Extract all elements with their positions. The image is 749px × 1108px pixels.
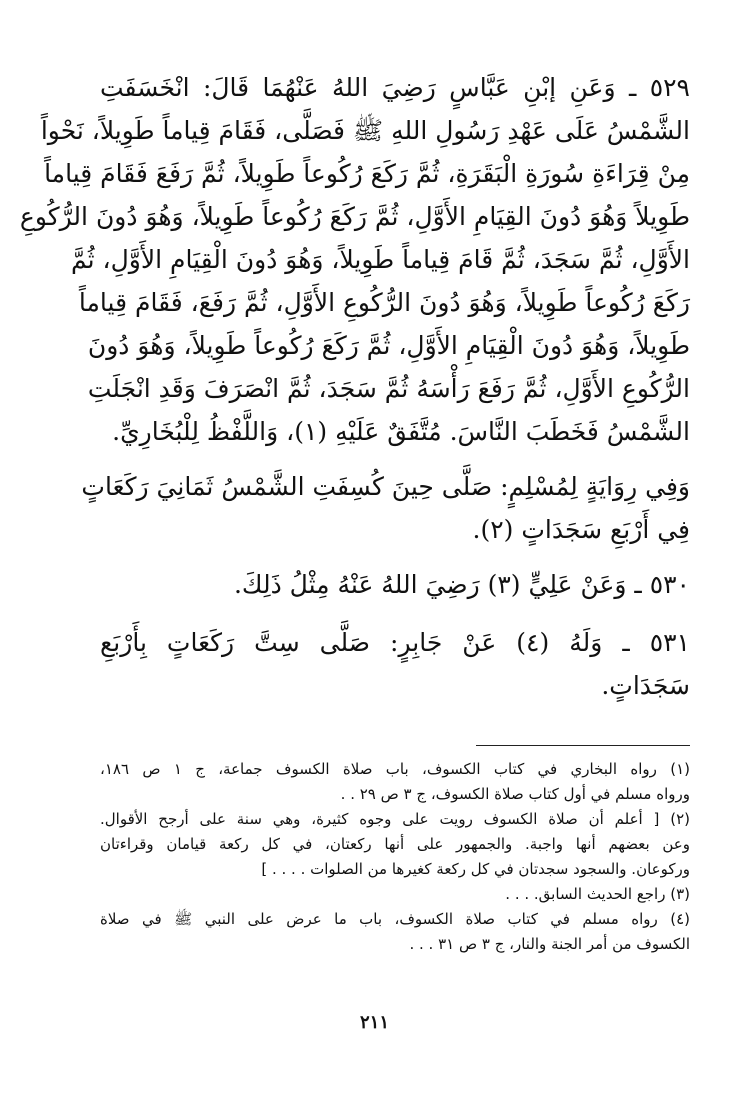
text-line: سَجَدَاتٍ. xyxy=(601,671,690,700)
footnote-line: وعن بعضهم أنها واجبة. والجمهور على أنها ركعتان، في كل ركعة قيامان وقراءتان xyxy=(100,835,690,853)
hadith-529 xyxy=(19,66,690,453)
footnote-line: الكسوف من أمر الجنة والنار، ج ٣ ص ٣١ . . . xyxy=(409,935,690,953)
text-line: رَكَعَ رُكُوعاً طَوِيلاً، وَهُوَ دُونَ الرُّكُوعِ الأَوَّلِ، ثُمَّ رَفَعَ، فَقَامَ قِياماً xyxy=(78,288,690,317)
text-line: الشَّمْسُ فَخَطَبَ النَّاسَ. مُتَّفَقٌ عَلَيْهِ (١)، وَاللَّفْظُ لِلْبُخَارِيِّ. xyxy=(112,417,690,446)
text-line: مِنْ قِرَاءَةِ سُورَةِ الْبَقَرَةِ، ثُمَّ رَكَعَ رُكُوعاً طَوِيلاً، ثُمَّ رَفَعَ فَقَامَ قِياماً xyxy=(44,159,690,188)
text-line: الشَّمْسُ عَلَى عَهْدِ رَسُولِ اللهِ ﷺ فَصَلَّى، فَقَامَ قِياماً طَوِيلاً، نَحْواً xyxy=(40,116,690,145)
footnote-4 xyxy=(100,907,690,957)
text-line: طَوِيلاً، وَهُوَ دُونَ الْقِيَامِ الأَوَّلِ، ثُمَّ رَكَعَ رُكُوعاً طَوِيلاً، وَهُوَ دُونَ xyxy=(87,331,690,360)
hadith-530: ٥٣٠ ـ وَعَنْ عَلِيٍّ (٣) رَضِيَ اللهُ عَنْهُ مِثْلُ ذَلِكَ. xyxy=(233,570,690,599)
footnote-2 xyxy=(100,807,690,882)
main-text xyxy=(19,66,690,707)
footnote-line: (١) رواه البخاري في كتاب الكسوف، باب صلاة الكسوف جماعة، ج ١ ص ١٨٦، xyxy=(100,760,690,778)
footnote-line: وركوعان. والسجود سجدتان في كل ركعة كغيرها من الصلوات . . . . ] xyxy=(261,860,690,878)
muslim-narration xyxy=(81,465,690,551)
footnote-3 xyxy=(100,882,690,907)
hadith-531 xyxy=(100,621,690,707)
footnote-line: (٣) راجع الحديث السابق. . . . xyxy=(505,885,690,903)
footnote-separator xyxy=(476,745,690,746)
text-line: الرُّكُوعِ الأَوَّلِ، ثُمَّ رَفَعَ رَأْسَهُ ثُمَّ سَجَدَ، ثُمَّ انْصَرَفَ وَقَدِ انْجَلَتِ xyxy=(87,374,690,403)
footnote-line: ورواه مسلم في أول كتاب صلاة الكسوف، ج ٣ ص ٢٩ . . xyxy=(340,785,690,803)
page-number: ٢١١ xyxy=(359,1012,389,1033)
text-line: فِي أَرْبَعِ سَجَدَاتٍ (٢). xyxy=(472,515,690,544)
text-line: ٥٢٩ ـ وَعَنِ إبْنِ عَبَّاسٍ رَضِيَ اللهُ عَنْهُمَا قَالَ: انْخَسَفَتِ xyxy=(100,73,690,102)
footnote-line: (٤) رواه مسلم في كتاب صلاة الكسوف، باب ما عرض على النبي ﷺ في صلاة xyxy=(100,910,690,928)
footnote-1 xyxy=(100,757,690,807)
text-line: طَوِيلاً وَهُوَ دُونَ القِيَامِ الأَوَّلِ، ثُمَّ رَكَعَ رُكُوعاً طَوِيلاً، وَهُوَ دُونَ الرُّكُوعِ xyxy=(19,202,690,231)
text-line: الأَوَّلِ، ثُمَّ سَجَدَ، ثُمَّ قَامَ قِياماً طَوِيلاً، وَهُوَ دُونَ الْقِيَامِ الأَوَّلِ، ثُمَّ xyxy=(70,245,690,274)
footnote-line: (٢) [ أعلم أن صلاة الكسوف رويت على وجوه كثيرة، وهي سنة على أرجح الأقوال. xyxy=(100,810,690,828)
footnotes xyxy=(100,757,690,957)
text-line: ٥٣١ ـ وَلَهُ (٤) عَنْ جَابِرٍ: صَلَّى سِتَّ رَكَعَاتٍ بِأَرْبَعِ xyxy=(100,628,690,657)
text-line: وَفِي رِوَايَةٍ لِمُسْلِمٍ: صَلَّى حِينَ كُسِفَتِ الشَّمْسُ ثَمَانِيَ رَكَعَاتٍ xyxy=(81,472,690,501)
